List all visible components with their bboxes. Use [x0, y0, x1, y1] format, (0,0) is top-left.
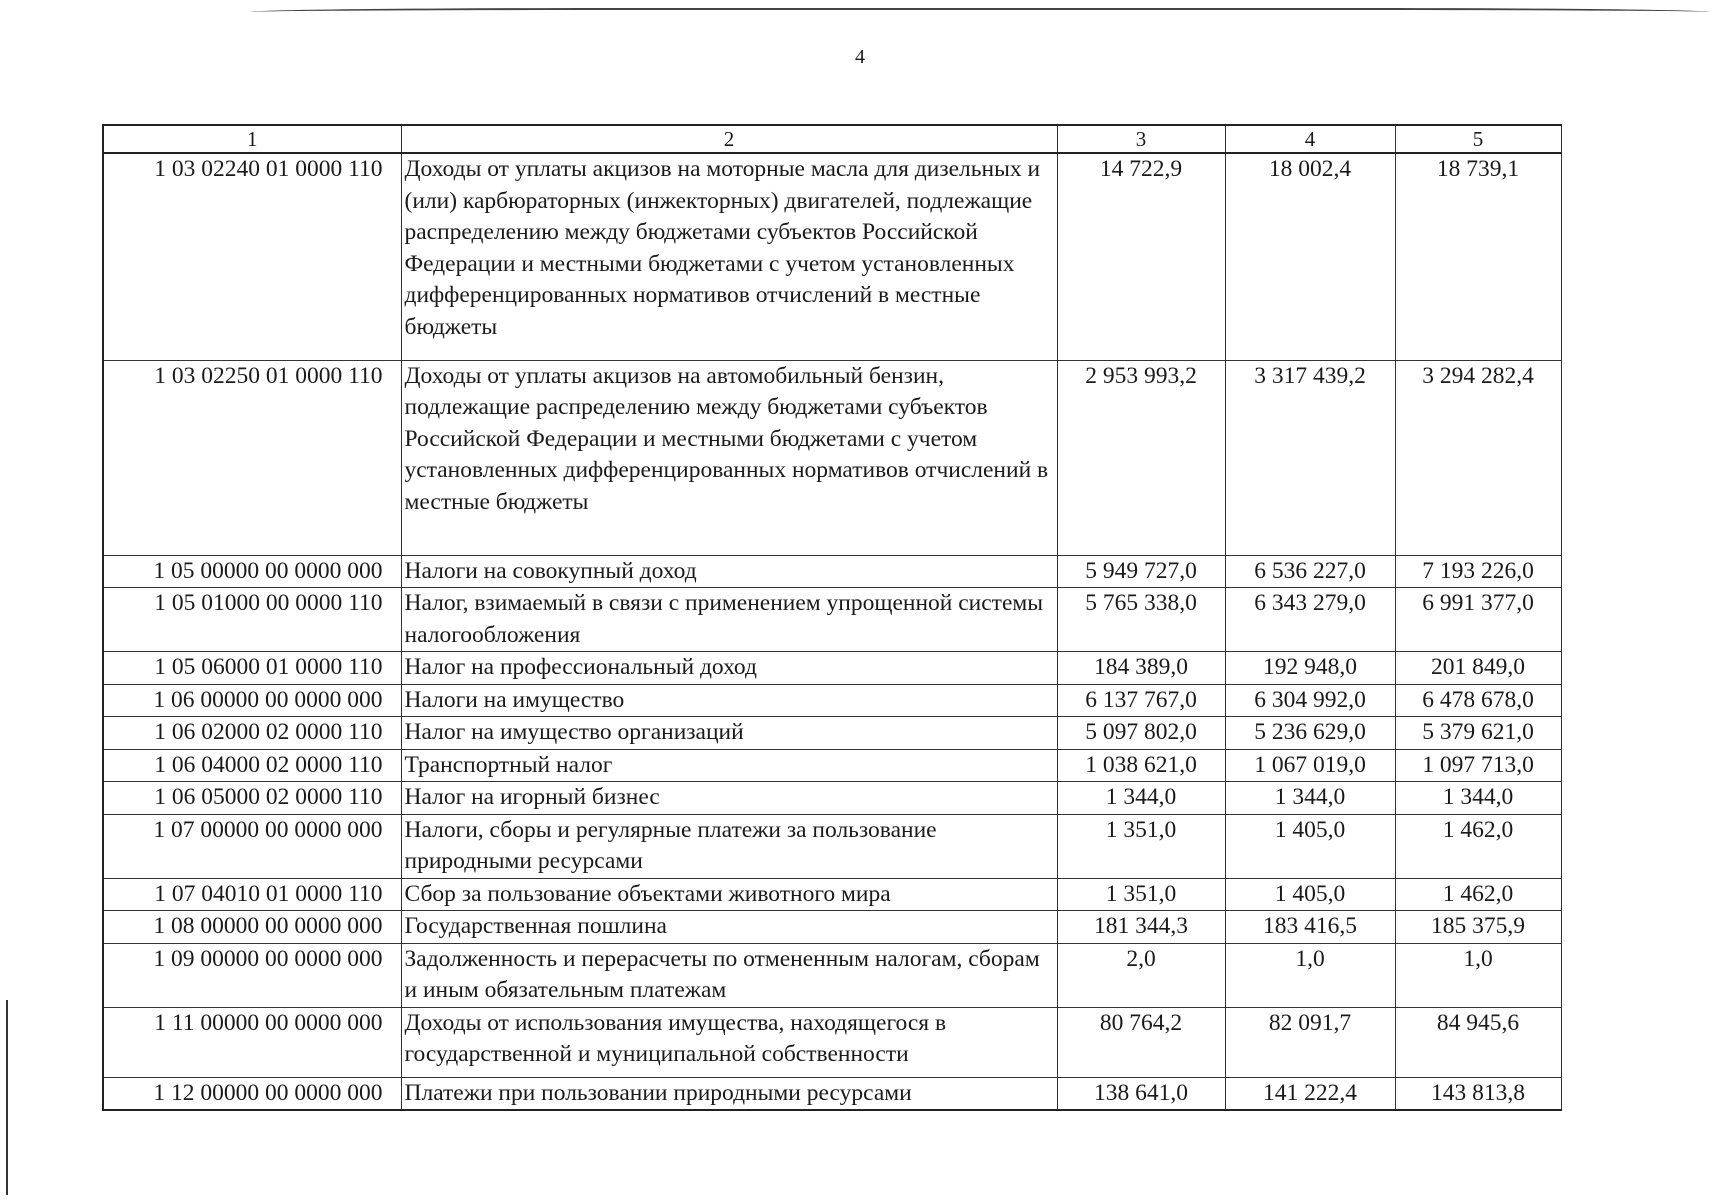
- table-row: [103, 749, 1561, 782]
- value-cell-5: 7 193 226,0: [1395, 555, 1561, 588]
- name-cell: Сбор за пользование объектами животного мира: [401, 878, 1057, 911]
- table-row: [103, 588, 1561, 652]
- value-cell-3: 5 765 338,0: [1057, 588, 1225, 652]
- header-col-1: 1: [103, 125, 401, 153]
- value-cell-5: 84 945,6: [1395, 1007, 1561, 1077]
- name-cell: Налог на игорный бизнес: [401, 782, 1057, 815]
- value-cell-3: 6 137 767,0: [1057, 684, 1225, 717]
- value-cell-3: 138 641,0: [1057, 1077, 1225, 1110]
- name-cell: Налог на имущество организаций: [401, 717, 1057, 750]
- code-cell: 1 06 04000 02 0000 110: [103, 749, 401, 782]
- code-cell: 1 03 02240 01 0000 110: [103, 153, 401, 360]
- value-cell-3: 14 722,9: [1057, 153, 1225, 360]
- value-cell-3: 5 949 727,0: [1057, 555, 1225, 588]
- table-row: [103, 652, 1561, 685]
- header-row: [103, 125, 1561, 153]
- table-row: [103, 684, 1561, 717]
- value-cell-3: 5 097 802,0: [1057, 717, 1225, 750]
- name-cell: Налог на профессиональный доход: [401, 652, 1057, 685]
- value-cell-3: 2 953 993,2: [1057, 360, 1225, 555]
- table-row: [103, 782, 1561, 815]
- code-cell: 1 06 05000 02 0000 110: [103, 782, 401, 815]
- revenue-table: [102, 124, 1562, 1111]
- value-cell-5: 143 813,8: [1395, 1077, 1561, 1110]
- table-row: [103, 153, 1561, 360]
- value-cell-5: 3 294 282,4: [1395, 360, 1561, 555]
- value-cell-3: 1 351,0: [1057, 814, 1225, 878]
- value-cell-4: 3 317 439,2: [1225, 360, 1395, 555]
- name-cell: Транспортный налог: [401, 749, 1057, 782]
- header-col-2: 2: [401, 125, 1057, 153]
- value-cell-4: 183 416,5: [1225, 911, 1395, 944]
- code-cell: 1 05 01000 00 0000 110: [103, 588, 401, 652]
- value-cell-4: 1 405,0: [1225, 878, 1395, 911]
- name-cell: Доходы от уплаты акцизов на моторные масла для дизельных и (или) карбюраторных (инжекторных) двигателей, подлежащие распределению между бюджетами субъектов Российской Федерации и местными бюджетами с учетом установленных дифференцированных нормативов отчислений в местные бюджеты: [401, 153, 1057, 360]
- value-cell-5: 1 344,0: [1395, 782, 1561, 815]
- code-cell: 1 12 00000 00 0000 000: [103, 1077, 401, 1110]
- code-cell: 1 09 00000 00 0000 000: [103, 943, 401, 1007]
- table-row: [103, 911, 1561, 944]
- value-cell-3: 1 344,0: [1057, 782, 1225, 815]
- header-col-4: 4: [1225, 125, 1395, 153]
- value-cell-5: 201 849,0: [1395, 652, 1561, 685]
- value-cell-5: 6 991 377,0: [1395, 588, 1561, 652]
- code-cell: 1 11 00000 00 0000 000: [103, 1007, 401, 1077]
- value-cell-4: 1 344,0: [1225, 782, 1395, 815]
- value-cell-3: 181 344,3: [1057, 911, 1225, 944]
- value-cell-5: 5 379 621,0: [1395, 717, 1561, 750]
- table-row: [103, 943, 1561, 1007]
- value-cell-5: 1 462,0: [1395, 814, 1561, 878]
- table-row: [103, 360, 1561, 555]
- code-cell: 1 03 02250 01 0000 110: [103, 360, 401, 555]
- page-number: 4: [855, 46, 865, 68]
- value-cell-4: 1 067 019,0: [1225, 749, 1395, 782]
- name-cell: Государственная пошлина: [401, 911, 1057, 944]
- code-cell: 1 06 00000 00 0000 000: [103, 684, 401, 717]
- code-cell: 1 07 00000 00 0000 000: [103, 814, 401, 878]
- top-rule: [250, 8, 1710, 16]
- value-cell-3: 1 038 621,0: [1057, 749, 1225, 782]
- value-cell-3: 1 351,0: [1057, 878, 1225, 911]
- value-cell-5: 6 478 678,0: [1395, 684, 1561, 717]
- code-cell: 1 08 00000 00 0000 000: [103, 911, 401, 944]
- value-cell-4: 6 343 279,0: [1225, 588, 1395, 652]
- value-cell-4: 1,0: [1225, 943, 1395, 1007]
- name-cell: Налоги на имущество: [401, 684, 1057, 717]
- table-row: [103, 814, 1561, 878]
- table-row: [103, 555, 1561, 588]
- scan-margin-mark: [0, 1000, 8, 1195]
- value-cell-4: 1 405,0: [1225, 814, 1395, 878]
- table-row: [103, 1077, 1561, 1110]
- table-row: [103, 878, 1561, 911]
- value-cell-3: 184 389,0: [1057, 652, 1225, 685]
- name-cell: Доходы от уплаты акцизов на автомобильный бензин, подлежащие распределению между бюджетами субъектов Российской Федерации и местными бюджетами с учетом установленных дифференцированных нормативов отчислений в местные бюджеты: [401, 360, 1057, 555]
- code-cell: 1 07 04010 01 0000 110: [103, 878, 401, 911]
- value-cell-4: 6 304 992,0: [1225, 684, 1395, 717]
- value-cell-5: 1 462,0: [1395, 878, 1561, 911]
- code-cell: 1 06 02000 02 0000 110: [103, 717, 401, 750]
- header-col-5: 5: [1395, 125, 1561, 153]
- header-col-3: 3: [1057, 125, 1225, 153]
- name-cell: Налог, взимаемый в связи с применением упрощенной системы налогообложения: [401, 588, 1057, 652]
- code-cell: 1 05 06000 01 0000 110: [103, 652, 401, 685]
- value-cell-3: 80 764,2: [1057, 1007, 1225, 1077]
- table-row: [103, 1007, 1561, 1077]
- value-cell-4: 6 536 227,0: [1225, 555, 1395, 588]
- value-cell-4: 18 002,4: [1225, 153, 1395, 360]
- value-cell-4: 5 236 629,0: [1225, 717, 1395, 750]
- value-cell-5: 18 739,1: [1395, 153, 1561, 360]
- value-cell-4: 82 091,7: [1225, 1007, 1395, 1077]
- table-row: [103, 717, 1561, 750]
- name-cell: Налоги, сборы и регулярные платежи за пользование природными ресурсами: [401, 814, 1057, 878]
- value-cell-5: 1,0: [1395, 943, 1561, 1007]
- name-cell: Доходы от использования имущества, находящегося в государственной и муниципальной собственности: [401, 1007, 1057, 1077]
- value-cell-4: 192 948,0: [1225, 652, 1395, 685]
- name-cell: Платежи при пользовании природными ресурсами: [401, 1077, 1057, 1110]
- value-cell-5: 1 097 713,0: [1395, 749, 1561, 782]
- name-cell: Налоги на совокупный доход: [401, 555, 1057, 588]
- value-cell-4: 141 222,4: [1225, 1077, 1395, 1110]
- value-cell-3: 2,0: [1057, 943, 1225, 1007]
- value-cell-5: 185 375,9: [1395, 911, 1561, 944]
- code-cell: 1 05 00000 00 0000 000: [103, 555, 401, 588]
- name-cell: Задолженность и перерасчеты по отмененным налогам, сборам и иным обязательным платежам: [401, 943, 1057, 1007]
